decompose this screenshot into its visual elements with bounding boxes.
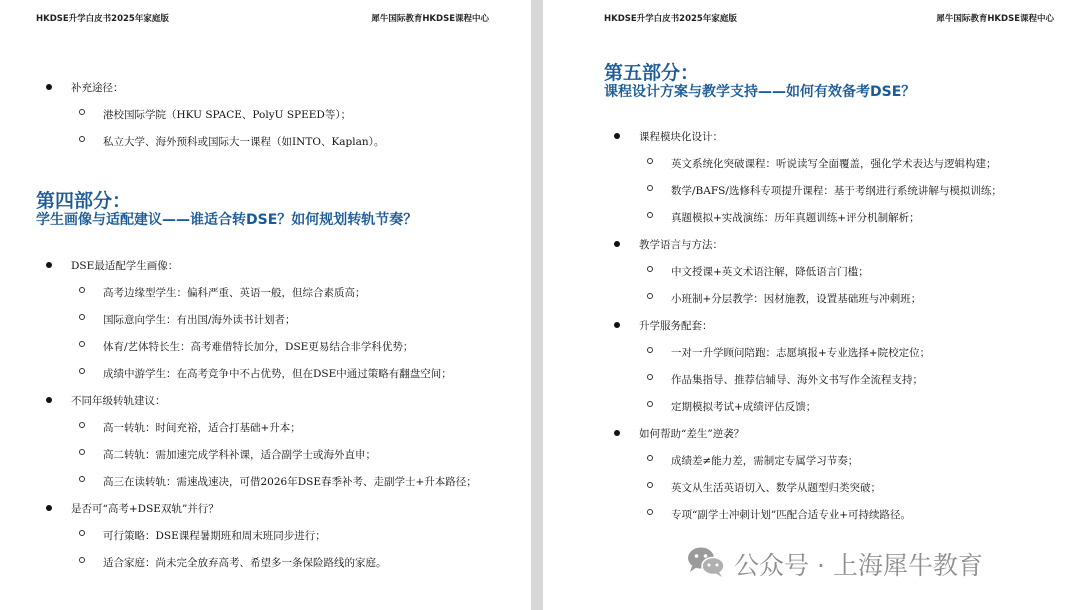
list-item: 高一转轨：时间充裕，适合打基础+升本； bbox=[103, 422, 301, 434]
list-item: 高三在读转轨：需速战速决，可借2026年DSE春季补考、走副学士+升本路径； bbox=[103, 476, 477, 488]
bullet bbox=[614, 241, 620, 247]
sub-bullet bbox=[647, 185, 653, 191]
list-item: 成绩差≠能力差，需制定专属学习节奏； bbox=[671, 455, 859, 467]
section-4-subtitle: 学生画像与适配建议——谁适合转DSE？如何规划转轨节奏？ bbox=[36, 212, 418, 228]
sub-bullet bbox=[79, 476, 85, 482]
list-item: 中文授课+英文术语注解，降低语言门槛； bbox=[671, 266, 869, 278]
list-item: 真题模拟+实战演练：历年真题训练+评分机制解析； bbox=[671, 212, 920, 224]
sub-bullet bbox=[647, 401, 653, 407]
group-title: 不同年级转轨建议： bbox=[71, 395, 166, 407]
section-4-title: 第四部分： bbox=[36, 190, 132, 212]
group-title: 如何帮助“差生”逆袭？ bbox=[639, 428, 745, 440]
list-item: 港校国际学院（HKU SPACE、PolyU SPEED等）； bbox=[103, 109, 352, 121]
page-header-left-org: 犀牛国际教育HKDSE课程中心 bbox=[371, 14, 489, 24]
sub-bullet bbox=[647, 158, 653, 164]
list-item: 高考边缘型学生：偏科严重、英语一般，但综合素质高； bbox=[103, 287, 366, 299]
sub-bullet bbox=[79, 109, 85, 115]
sub-bullet bbox=[647, 266, 653, 272]
list-item: 英文系统化突破课程：听说读写全面覆盖，强化学术表达与逻辑构建； bbox=[671, 158, 997, 170]
group-title: 升学服务配套： bbox=[639, 320, 713, 332]
page-header-right-org: 犀牛国际教育HKDSE课程中心 bbox=[936, 14, 1054, 24]
section-5-subtitle: 课程设计方案与教学支持——如何有效备考DSE？ bbox=[604, 84, 916, 100]
group-title: DSE最适配学生画像： bbox=[71, 260, 179, 272]
list-item: 定期模拟考试+成绩评估反馈； bbox=[671, 401, 817, 413]
sub-bullet bbox=[79, 287, 85, 293]
sub-bullet bbox=[647, 455, 653, 461]
bullet bbox=[46, 397, 52, 403]
sub-bullet bbox=[647, 212, 653, 218]
sub-bullet bbox=[647, 293, 653, 299]
section-5-title: 第五部分： bbox=[604, 62, 700, 84]
sub-bullet bbox=[79, 449, 85, 455]
list-item: 专项“副学士冲刺计划”匹配合适专业+可持续路径。 bbox=[671, 509, 912, 521]
list-item: 高二转轨：需加速完成学科补课，适合副学士或海外直申； bbox=[103, 449, 376, 461]
sub-bullet bbox=[79, 422, 85, 428]
bullet bbox=[614, 430, 620, 436]
sub-bullet bbox=[647, 374, 653, 380]
group-title: 课程模块化设计： bbox=[639, 131, 723, 143]
supplement-title: 补充途径： bbox=[71, 82, 124, 94]
list-item: 私立大学、海外预科或国际大一课程（如INTO、Kaplan）。 bbox=[103, 136, 385, 148]
document-page-left bbox=[0, 0, 531, 610]
page-header-right-title: HKDSE升学白皮书2025年家庭版 bbox=[604, 14, 737, 24]
bullet bbox=[614, 322, 620, 328]
list-item: 数学/BAFS/选修科专项提升课程：基于考纲进行系统讲解与模拟训练； bbox=[671, 185, 1002, 197]
sub-bullet bbox=[79, 530, 85, 536]
sub-bullet bbox=[79, 341, 85, 347]
group-title: 是否可“高考+DSE双轨”并行？ bbox=[71, 503, 219, 515]
bullet bbox=[46, 262, 52, 268]
bullet bbox=[46, 84, 52, 90]
wechat-icon bbox=[686, 545, 726, 583]
document-page-right bbox=[543, 0, 1080, 610]
watermark bbox=[686, 546, 983, 582]
list-item: 作品集指导、推荐信辅导、海外文书写作全流程支持； bbox=[671, 374, 923, 386]
list-item: 一对一升学顾问陪跑：志愿填报+专业选择+院校定位； bbox=[671, 347, 931, 359]
sub-bullet bbox=[647, 347, 653, 353]
list-item: 可行策略：DSE课程暑期班和周末班同步进行； bbox=[103, 530, 326, 542]
group-title: 教学语言与方法： bbox=[639, 239, 723, 251]
sub-bullet bbox=[79, 136, 85, 142]
list-item: 国际意向学生：有出国/海外读书计划者； bbox=[103, 314, 296, 326]
list-item: 英文从生活英语切入、数学从题型归类突破； bbox=[671, 482, 881, 494]
sub-bullet bbox=[647, 509, 653, 515]
list-item: 体育/艺体特长生：高考难借特长加分，DSE更易结合非学科优势； bbox=[103, 341, 414, 353]
sub-bullet bbox=[79, 557, 85, 563]
list-item: 成绩中游学生：在高考竞争中不占优势，但在DSE中通过策略有翻盘空间； bbox=[103, 368, 452, 380]
bullet bbox=[46, 505, 52, 511]
page-header-left-title: HKDSE升学白皮书2025年家庭版 bbox=[36, 14, 169, 24]
list-item: 适合家庭：尚未完全放弃高考、希望多一条保险路线的家庭。 bbox=[103, 557, 387, 569]
sub-bullet bbox=[647, 482, 653, 488]
sub-bullet bbox=[79, 314, 85, 320]
sub-bullet bbox=[79, 368, 85, 374]
watermark-text: 公众号 · 上海犀牛教育 bbox=[734, 551, 983, 580]
list-item: 小班制+分层教学：因材施教，设置基础班与冲刺班； bbox=[671, 293, 922, 305]
bullet bbox=[614, 133, 620, 139]
